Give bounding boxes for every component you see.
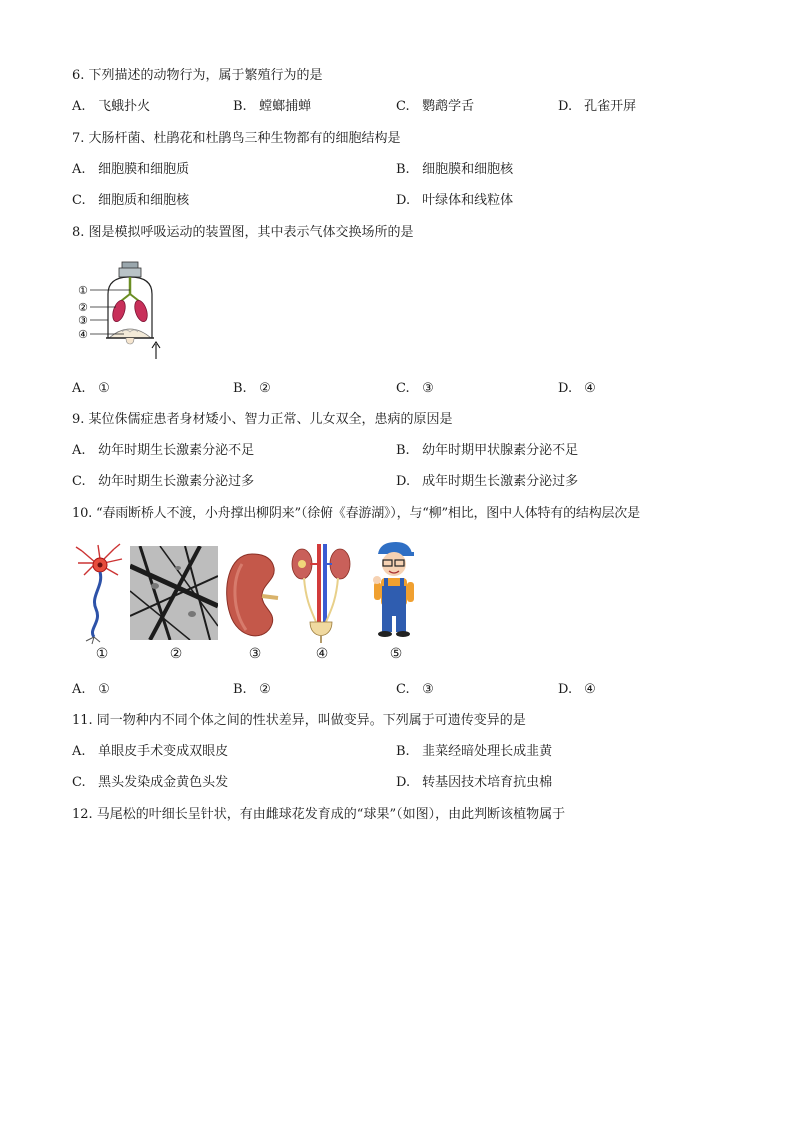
q10-stem: 10. “春雨断桥人不渡，小舟撑出柳阴来”（徐俯《春游湖》），与“柳”相比，图中人体特有的结构层次是	[72, 506, 640, 521]
q10-caption-3: ③	[248, 646, 262, 662]
breathing-model-figure	[72, 258, 182, 364]
urinary-system-image	[288, 542, 354, 644]
q9-option-c: C. 幼年时期生长激素分泌过多	[72, 474, 255, 489]
kidney-image	[222, 550, 282, 642]
q10-option-d: D. ④	[558, 682, 596, 697]
q8-label-3: ③	[78, 314, 88, 327]
q10-caption-4: ④	[315, 646, 329, 662]
q9-stem: 9. 某位侏儒症患者身材矮小、智力正常、儿女双全，患病的原因是	[72, 412, 453, 427]
q11-option-c: C. 黑头发染成金黄色头发	[72, 775, 229, 790]
q8-label-2: ②	[78, 301, 88, 314]
q8-label-4: ④	[78, 328, 88, 341]
q10-option-a: A. ①	[72, 682, 110, 697]
q8-stem: 8. 图是模拟呼吸运动的装置图，其中表示气体交换场所的是	[72, 225, 414, 240]
q10-caption-5: ⑤	[389, 646, 403, 662]
q10-option-c: C. ③	[396, 682, 434, 697]
person-image	[370, 540, 420, 638]
q10-option-b: B. ②	[233, 682, 271, 697]
q6-option-d: D. 孔雀开屏	[558, 99, 637, 114]
q11-option-b: B. 韭菜经暗处理长成韭黄	[396, 744, 553, 759]
q10-caption-2: ②	[169, 646, 183, 662]
q7-option-d: D. 叶绿体和线粒体	[396, 193, 514, 208]
q7-option-c: C. 细胞质和细胞核	[72, 193, 190, 208]
q8-label-1: ①	[78, 284, 88, 297]
q7-stem: 7. 大肠杆菌、杜鹃花和杜鹃鸟三种生物都有的细胞结构是	[72, 131, 401, 146]
q7-option-b: B. 细胞膜和细胞核	[396, 162, 514, 177]
q6-option-a: A. 飞蛾扑火	[72, 99, 151, 114]
q11-option-a: A. 单眼皮手术变成双眼皮	[72, 744, 229, 759]
q6-option-b: B. 螳螂捕蝉	[233, 99, 312, 114]
q6-option-c: C. 鹦鹉学舌	[396, 99, 475, 114]
q7-option-a: A. 细胞膜和细胞质	[72, 162, 190, 177]
q9-option-d: D. 成年时期生长激素分泌过多	[396, 474, 579, 489]
q8-option-c: C. ③	[396, 381, 434, 396]
q11-stem: 11. 同一物种内不同个体之间的性状差异，叫做变异。下列属于可遗传变异的是	[72, 713, 526, 728]
q8-option-d: D. ④	[558, 381, 596, 396]
tissue-image	[130, 546, 218, 640]
q8-option-b: B. ②	[233, 381, 271, 396]
q10-caption-1: ①	[95, 646, 109, 662]
q9-option-b: B. 幼年时期甲状腺素分泌不足	[396, 443, 579, 458]
q8-option-a: A. ①	[72, 381, 110, 396]
q12-stem: 12. 马尾松的叶细长呈针状，有由雌球花发育成的“球果”（如图），由此判断该植物属于	[72, 807, 566, 822]
neuron-image	[74, 541, 130, 645]
q6-stem: 6. 下列描述的动物行为，属于繁殖行为的是	[72, 68, 323, 83]
q9-option-a: A. 幼年时期生长激素分泌不足	[72, 443, 255, 458]
q11-option-d: D. 转基因技术培育抗虫棉	[396, 775, 553, 790]
